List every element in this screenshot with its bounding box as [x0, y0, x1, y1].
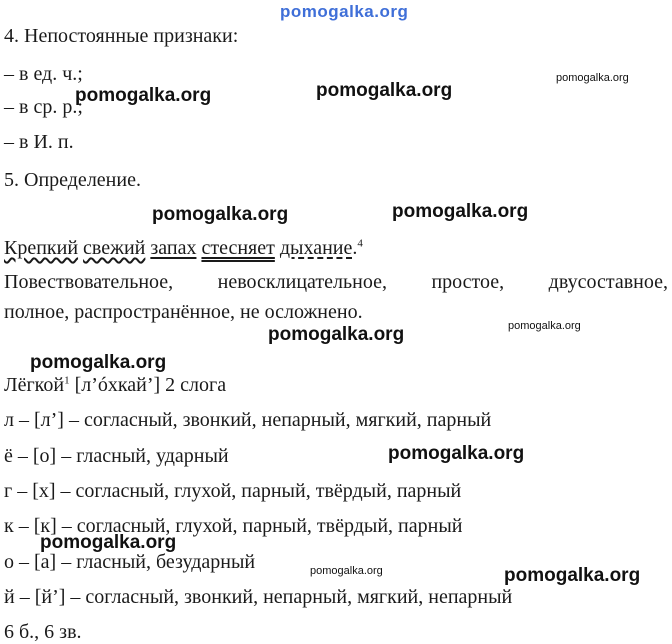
phonetic-row-3: г – [х] – согласный, глухой, парный, твёрдый, парный — [4, 480, 462, 502]
phonetic-summary: 6 б., 6 зв. — [4, 621, 82, 643]
phonetic-row-5: о – [а] – гласный, безударный — [4, 551, 256, 573]
section4-item-3: – в И. п. — [4, 131, 74, 153]
watermark: pomogalka.org — [556, 72, 629, 84]
phonetic-footnote: 1 — [64, 374, 70, 387]
phonetic-word: Лёгкой — [4, 374, 65, 396]
watermark: pomogalka.org — [310, 565, 383, 577]
watermark-top: pomogalka.org — [280, 2, 409, 21]
section4-heading: 4. Непостоянные признаки: — [4, 25, 239, 47]
phonetic-header — [4, 373, 226, 397]
phonetic-row-2: ё – [о] – гласный, ударный — [4, 445, 229, 467]
phonetic-row-1: л – [л’] – согласный, звонкий, непарный, мягкий, парный — [4, 409, 492, 431]
watermark: pomogalka.org — [75, 85, 212, 106]
characteristic-3: простое, — [431, 271, 505, 293]
watermark: pomogalka.org — [508, 320, 581, 332]
watermark: pomogalka.org — [268, 324, 405, 345]
phonetic-row-6: й – [й’] – согласный, звонкий, непарный, мягкий, непарный — [4, 586, 513, 608]
characteristics-line-1 — [4, 270, 668, 294]
watermark: pomogalka.org — [392, 201, 529, 222]
sentence-word-5: дыхание — [279, 237, 353, 259]
section4-item-1: – в ед. ч.; — [4, 63, 83, 85]
sentence-word-2: свежий — [83, 237, 146, 259]
watermark: pomogalka.org — [388, 443, 525, 464]
section4-item-2: – в ср. р.; — [4, 96, 83, 118]
watermark: pomogalka.org — [40, 532, 177, 553]
sentence-footnote: 4 — [357, 237, 363, 250]
sentence-word-4: стесняет — [201, 237, 275, 259]
sentence-word-3: запах — [150, 237, 197, 259]
watermark: pomogalka.org — [30, 352, 167, 373]
characteristic-1: Повествовательное, — [4, 271, 174, 293]
watermark: pomogalka.org — [504, 565, 641, 586]
section5-heading: 5. Определение. — [4, 169, 141, 191]
phonetic-row-4: к – [к] – согласный, глухой, парный, твёрдый, парный — [4, 515, 463, 537]
characteristics-line-2: полное, распространённое, не осложнено. — [4, 301, 363, 323]
watermark: pomogalka.org — [316, 80, 453, 101]
characteristic-2: невосклицательное, — [217, 271, 387, 293]
sentence-word-1: Крепкий — [4, 237, 79, 259]
sentence-end: . — [352, 237, 358, 259]
parsed-sentence — [4, 236, 363, 260]
characteristic-4: двусоставное, — [548, 271, 668, 293]
phonetic-transcription: [л’óхкай’] 2 слога — [74, 374, 227, 396]
watermark: pomogalka.org — [152, 204, 289, 225]
